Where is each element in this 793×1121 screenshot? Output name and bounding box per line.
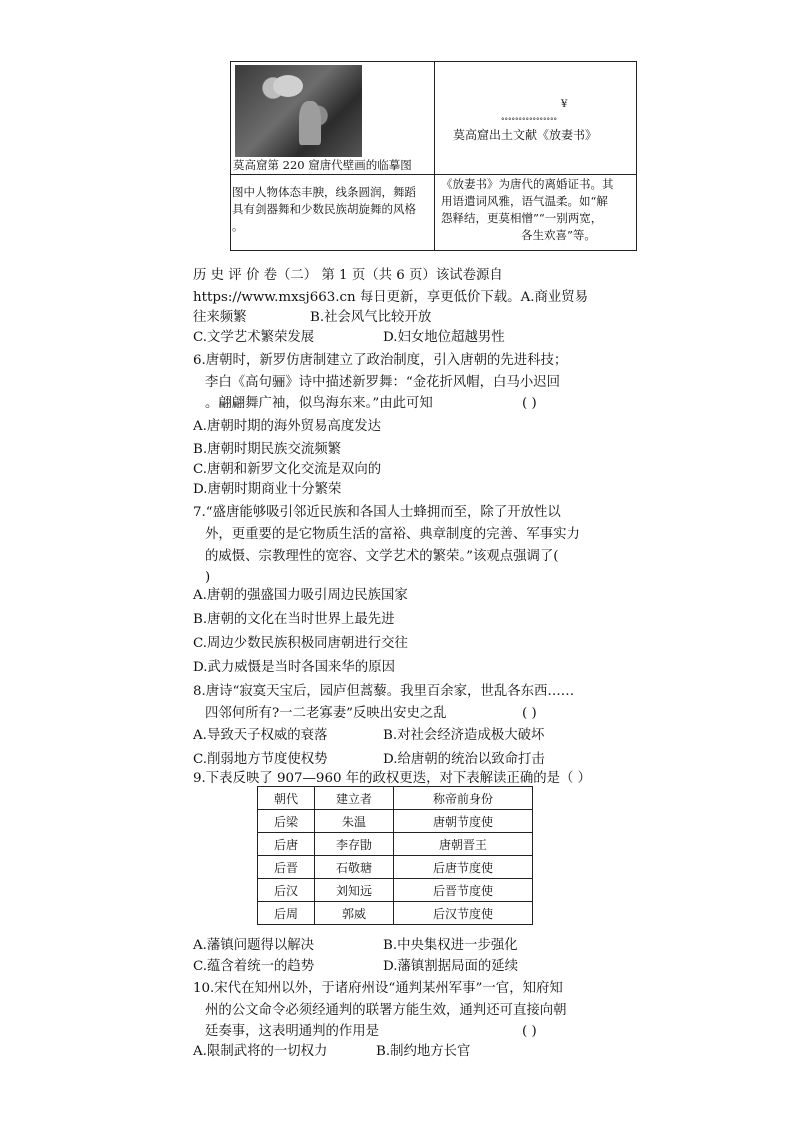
q8-stem-1: 8.唐诗“寂寞天宝后，园庐但蒿藜。我里百余家，世乱各东西……: [193, 684, 575, 699]
table-cell: 后唐: [258, 833, 315, 856]
table-cell: 唐朝节度使: [394, 810, 533, 833]
currency-symbol: ¥: [561, 99, 568, 110]
document-desc-line-4: 各生欢喜”等。: [521, 228, 596, 242]
table-cell: 后汉: [258, 879, 315, 902]
page-header: 历 史 评 价 卷（二） 第 1 页（共 6 页）该试卷源自: [193, 268, 503, 283]
q7-stem-3: 的威慑、宗教理性的宽容、文学艺术的繁荣。”该观点强调了(: [205, 549, 559, 564]
table-row: [258, 902, 533, 925]
q9-option-a: A.藩镇问题得以解决: [193, 938, 315, 953]
table-cell: 唐朝晋王: [394, 833, 533, 856]
table-divider-vertical: [434, 62, 435, 250]
q7-stem-4: ): [205, 570, 211, 585]
table-divider-horizontal: [231, 174, 636, 175]
q8-option-d: D.给唐朝的统治以致命打击: [383, 752, 545, 767]
mural-desc-line-2: 具有剑器舞和少数民族胡旋舞的风格: [232, 202, 416, 216]
top-info-table: [230, 61, 637, 251]
q9-option-d: D.藩镇割据局面的延续: [383, 959, 519, 974]
q7-stem-2: 外，更重要的是它物质生活的富裕、典章制度的完善、军事实力: [205, 527, 580, 542]
q9-regime-table: [257, 786, 533, 925]
q10-answer-paren: ( ): [522, 1024, 537, 1039]
q10-stem-1: 10.宋代在知州以外，于诸府州设“通判某州军事”一官，知府知: [193, 981, 563, 996]
table-cell: 李存勖: [315, 833, 394, 856]
q7-option-d: D.武力威慑是当时各国来华的原因: [193, 660, 395, 675]
q9-option-c: C.蕴含着统一的趋势: [193, 959, 315, 974]
mural-desc-line-3: 。: [232, 219, 244, 233]
q5-option-d: D.妇女地位超越男性: [383, 330, 505, 345]
table-header-row: [258, 787, 533, 810]
q7-option-a: A.唐朝的强盛国力吸引周边民族国家: [193, 588, 408, 603]
mural-desc-line-1: 图中人物体态丰腴，线条圆润，舞蹈: [232, 185, 416, 199]
table-cell: 石敬瑭: [315, 856, 394, 879]
document-desc-line-1: 《放妻书》为唐代的离婚证书。其: [441, 177, 614, 191]
header-founder: 建立者: [315, 787, 394, 810]
q9-option-b: B.中央集权进一步强化: [383, 938, 518, 953]
q6-stem-1: 6.唐朝时，新罗仿唐制建立了政治制度，引入唐朝的先进科技；: [193, 353, 568, 368]
q7-option-b: B.唐朝的文化在当时世界上最先进: [193, 612, 395, 627]
table-cell: 后唐节度使: [394, 856, 533, 879]
document-desc-line-3: 怨释结，更莫相憎”“一别两宽，: [441, 211, 603, 225]
q8-answer-paren: ( ): [522, 706, 537, 721]
q6-stem-3: 。翩翩舞广袖，似鸟海东来。”由此可知: [205, 396, 433, 411]
dancer-figure: [299, 101, 321, 145]
q7-stem-1: 7.“盛唐能够吸引邻近民族和各国人士蜂拥而至，除了开放性以: [193, 505, 561, 520]
table-row: [258, 879, 533, 902]
header-identity: 称帝前身份: [394, 787, 533, 810]
q6-option-b: B.唐朝时期民族交流频繁: [193, 442, 342, 457]
table-cell: 后梁: [258, 810, 315, 833]
q9-stem: 9.下表反映了 907—960 年的政权更迭，对下表解读正确的是（ ）: [193, 771, 592, 786]
q6-option-a: A.唐朝时期的海外贸易高度发达: [193, 419, 382, 434]
table-cell: 朱温: [315, 810, 394, 833]
q10-option-b: B.制约地方长官: [376, 1044, 471, 1059]
table-row: [258, 810, 533, 833]
q8-option-c: C.削弱地方节度使权势: [193, 752, 328, 767]
q6-option-c: C.唐朝和新罗文化交流是双向的: [193, 462, 382, 477]
q8-option-a: A.导致天子权威的衰落: [193, 728, 328, 743]
q5-option-c: C.文学艺术繁荣发展: [193, 330, 315, 345]
table-cell: 后周: [258, 902, 315, 925]
q10-option-a: A.限制武将的一切权力: [193, 1044, 328, 1059]
table-row: [258, 856, 533, 879]
q5-option-a-cont: 往来频繁: [193, 310, 247, 325]
table-row: [258, 833, 533, 856]
q6-answer-paren: ( ): [522, 396, 537, 411]
table-cell: 后晋: [258, 856, 315, 879]
header-dynasty: 朝代: [258, 787, 315, 810]
document-title: 莫高窟出土文献《放妻书》: [453, 128, 598, 142]
q6-stem-2: 李白《高句骊》诗中描述新罗舞：“金花折风帽，白马小迟回: [205, 375, 560, 390]
table-cell: 后汉节度使: [394, 902, 533, 925]
q5-option-b: B.社会风气比较开放: [310, 310, 432, 325]
flying-figure: [273, 75, 303, 97]
q7-option-c: C.周边少数民族积极同唐朝进行交往: [193, 636, 408, 651]
q6-option-d: D.唐朝时期商业十分繁荣: [193, 482, 342, 497]
source-line: https://www.mxsj663.cn 每日更新，享更低价下载。A.商业贸易: [193, 290, 589, 305]
q8-option-b: B.对社会经济造成极大破坏: [383, 728, 545, 743]
q10-stem-2: 州的公文命令必须经通判的联署方能生效，通判还可直接向朝: [205, 1003, 567, 1018]
table-cell: 郭威: [315, 902, 394, 925]
document-desc-line-2: 用语遣词风雅，语气温柔。如“解: [441, 194, 608, 208]
dots-line: °°°°°°°°°°°°°°°°: [501, 117, 557, 125]
table-cell: 后晋节度使: [394, 879, 533, 902]
table-cell: 刘知远: [315, 879, 394, 902]
mural-image: [235, 65, 362, 157]
q10-stem-3: 廷奏事，这表明通判的作用是: [205, 1024, 380, 1039]
mural-caption: 莫高窟第 220 窟唐代壁画的临摹图: [233, 158, 412, 172]
q8-stem-2: 四邻何所有?一二老寡妻”反映出安史之乱: [205, 706, 447, 721]
